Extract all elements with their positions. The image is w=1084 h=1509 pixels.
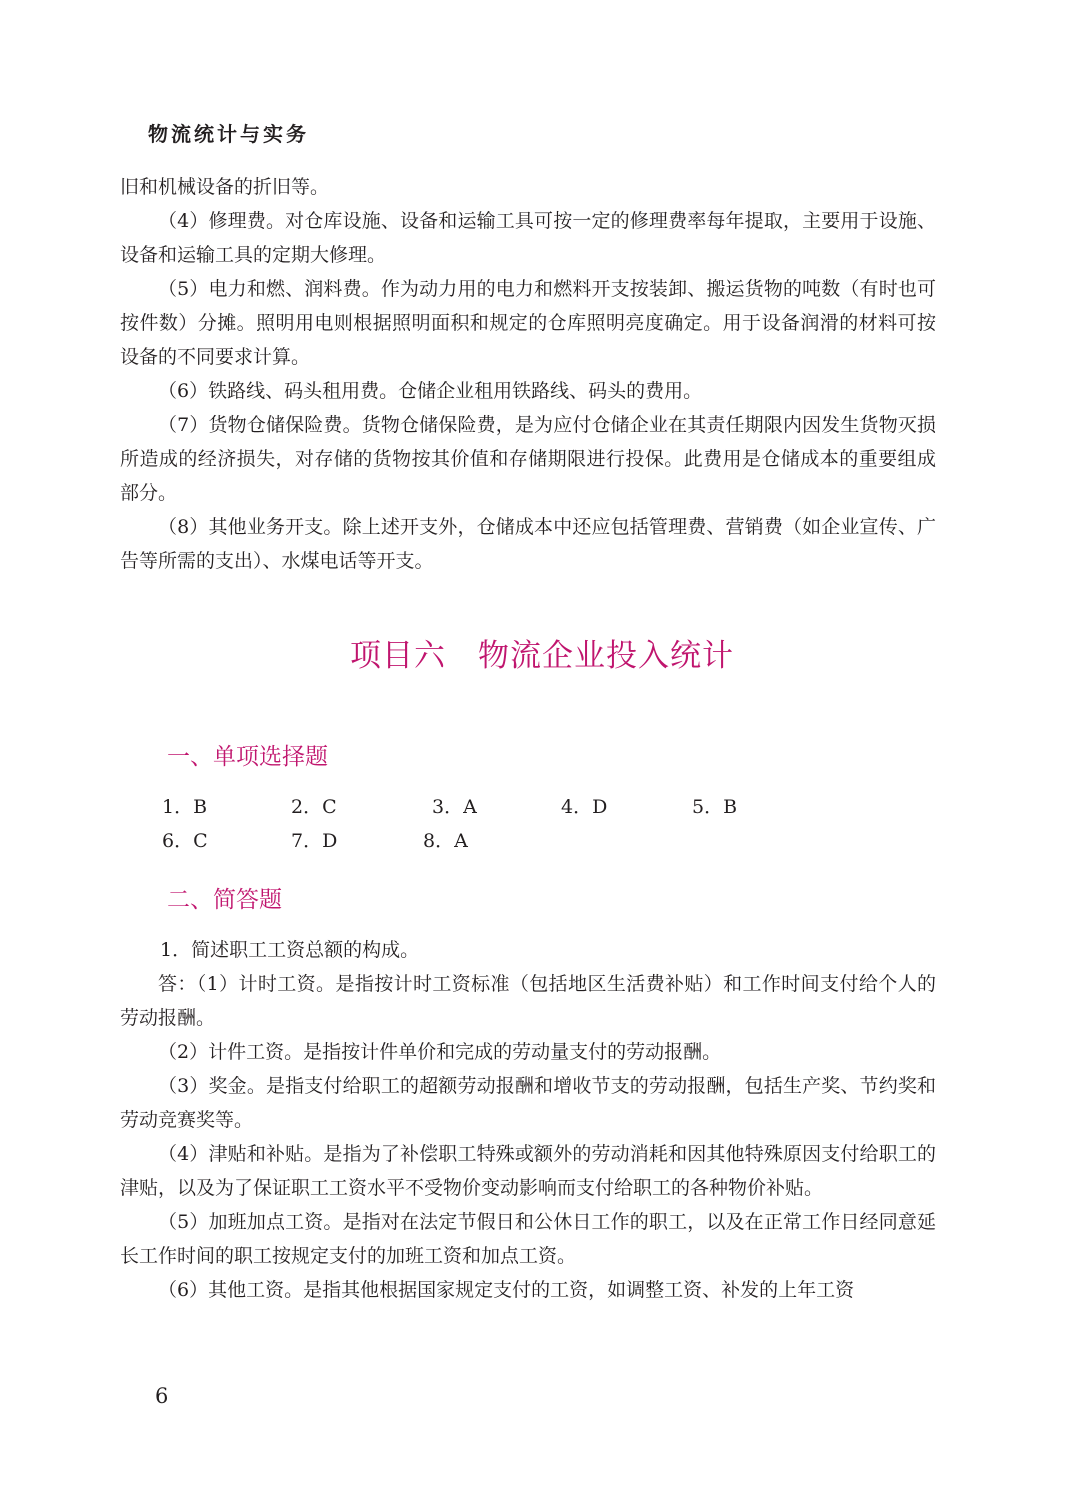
short-answer-block	[120, 933, 936, 1307]
paragraph: （7）货物仓储保险费。货物仓储保险费，是为应付仓储企业在其责任期限内因发生货物灭损所造成的经济损失，对存储的货物按其价值和存储期限进行投保。此费用是仓储成本的重要组成部分。	[120, 414, 936, 504]
answer-item: 7．D	[291, 830, 338, 852]
paragraph: （4）修理费。对仓库设施、设备和运输工具可按一定的修理费率每年提取，主要用于设施、设备和运输工具的定期大修理。	[120, 210, 936, 266]
section-heading-single-choice: 一、单项选择题	[167, 744, 328, 770]
paragraph: 答：（1）计时工资。是指按计时工资标准（包括地区生活费补贴）和工作时间支付给个人的劳动报酬。	[120, 973, 936, 1029]
top-text-block	[120, 170, 936, 578]
answer-item: 2．C	[291, 796, 337, 818]
paragraph: 旧和机械设备的折旧等。	[120, 176, 330, 198]
paragraph: （6）铁路线、码头租用费。仓储企业租用铁路线、码头的费用。	[158, 380, 703, 402]
chapter-title: 项目六 物流企业投入统计	[350, 638, 734, 674]
answer-item: 4．D	[561, 796, 608, 818]
section-heading-short-answer: 二、简答题	[167, 887, 282, 913]
paragraph: （6）其他工资。是指其他根据国家规定支付的工资，如调整工资、补发的上年工资	[158, 1279, 855, 1301]
answer-row	[0, 826, 1084, 856]
answer-item: 5．B	[692, 796, 738, 818]
paragraph: （4）津贴和补贴。是指为了补偿职工特殊或额外的劳动消耗和因其他特殊原因支付给职工的津贴，以及为了保证职工工资水平不受物价变动影响而支付给职工的各种物价补贴。	[120, 1143, 936, 1199]
question: 1．简述职工工资总额的构成。	[160, 939, 420, 961]
page-number: 6	[155, 1384, 169, 1408]
answer-item: 8．A	[423, 830, 468, 852]
answer-row	[0, 792, 1084, 822]
answer-item: 1．B	[162, 796, 208, 818]
answer-item: 3．A	[432, 796, 477, 818]
paragraph: （5）电力和燃、润料费。作为动力用的电力和燃料开支按装卸、搬运货物的吨数（有时也可按件数）分摊。照明用电则根据照明面积和规定的仓库照明亮度确定。用于设备润滑的材料可按设备的不同要求计算。	[120, 278, 936, 368]
paragraph: （3）奖金。是指支付给职工的超额劳动报酬和增收节支的劳动报酬，包括生产奖、节约奖和劳动竞赛奖等。	[120, 1075, 936, 1131]
paragraph: （5）加班加点工资。是指对在法定节假日和公休日工作的职工，以及在正常工作日经同意延长工作时间的职工按规定支付的加班工资和加点工资。	[120, 1211, 936, 1267]
paragraph: （8）其他业务开支。除上述开支外，仓储成本中还应包括管理费、营销费（如企业宣传、广告等所需的支出）、水煤电话等开支。	[120, 516, 936, 572]
answer-item: 6．C	[162, 830, 208, 852]
paragraph: （2）计件工资。是指按计件单价和完成的劳动量支付的劳动报酬。	[158, 1041, 722, 1063]
running-header: 物流统计与实务	[148, 122, 309, 146]
